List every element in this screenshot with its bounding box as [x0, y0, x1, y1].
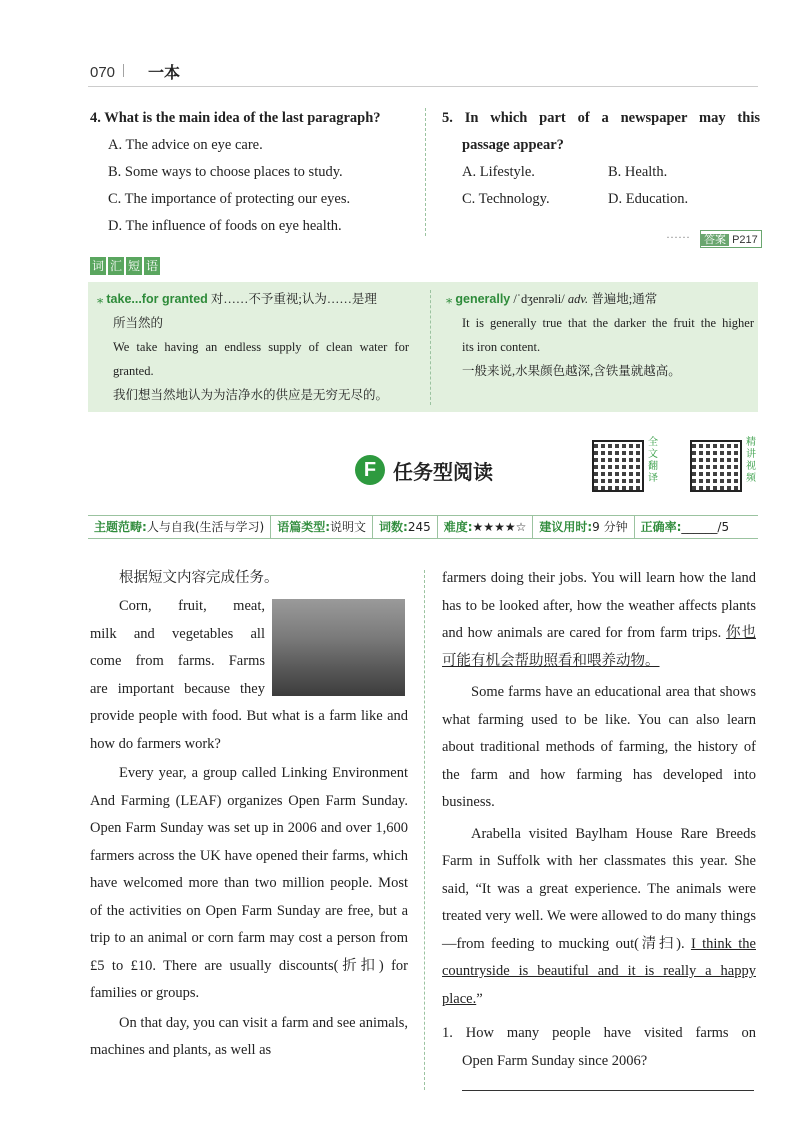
question-4-option-c: C. The importance of protecting our eyes. — [108, 191, 351, 207]
vocab-meaning-cont: 所当然的 — [113, 316, 164, 330]
header-separator: | — [122, 62, 126, 78]
vocab-divider — [430, 290, 431, 405]
meta-key: 正确率: — [640, 520, 682, 534]
question-4-title: 4. What is the main idea of the last paragraph? — [90, 110, 381, 126]
passage-line: Corn, fruit, meat, — [119, 598, 265, 614]
qr-label-translation — [648, 437, 659, 485]
answer-label: 答案 — [701, 234, 729, 246]
meta-difficulty: ★★★★☆ — [472, 520, 527, 534]
passage-line: come from farms. Farms — [90, 653, 265, 669]
vocab-example-zh: 一般来说,水果颜色越深,含铁量就越高。 — [462, 364, 681, 378]
qr-code-translation[interactable] — [592, 440, 644, 492]
underlined-sentence-2: I think the countryside is beautiful and it is really a happy place. — [442, 935, 756, 1007]
passage-para-4: Some farms have an educational area that shows what farming used to be like. You can also learn about traditional methods of farming, the history of the farm and how farming has developed into business. — [442, 684, 756, 810]
section-title: 任务型阅读 — [393, 460, 493, 484]
vocab-example-en: It is generally true that the darker the fruit the higher — [462, 316, 754, 330]
qr-label-char: 频 — [746, 473, 756, 484]
meta-accuracy: ______/5 — [681, 520, 730, 534]
answer-page: P217 — [732, 234, 758, 246]
answer-reference[interactable] — [700, 230, 762, 248]
vocab-phonetic: /ˈdʒenrəli/ — [513, 292, 565, 306]
vocab-entry-generally — [446, 287, 754, 383]
question-5-option-b: B. Health. — [608, 164, 668, 180]
vocab-example-en-cont: its iron content. — [462, 340, 541, 354]
answer-dots: ······ — [666, 230, 690, 244]
qr-label-char: 文 — [648, 449, 658, 460]
header-divider — [88, 86, 758, 87]
passage-text: Arabella visited Baylham House Rare Breeds Farm in Suffolk with her classmates this year. She said, “It was a great experience. The animals were treated very well. We were allowed to do many things—from feeding to mucking out(清扫). — [442, 825, 756, 952]
underlined-sentence-1: 你也可能有机会帮助照看和喂养动物。 — [442, 625, 756, 669]
question-5-option-a: A. Lifestyle. — [462, 164, 535, 180]
passage-right-column — [442, 565, 756, 1013]
section-letter-icon: F — [355, 455, 385, 485]
passage-line: are important because they — [90, 680, 265, 697]
qr-label-char: 全 — [648, 437, 658, 448]
question-5-title: 5. In which part of a newspaper may this — [442, 110, 760, 126]
qr-label-char: 视 — [746, 461, 756, 472]
task-question-1-line1: 1. How many people have visited farms on — [442, 1025, 756, 1041]
passage-left-column — [90, 703, 408, 1065]
qr-label-char: 讲 — [746, 449, 756, 460]
passage-line: milk and vegetables all — [90, 625, 265, 642]
brand-logo: 一本 — [148, 63, 181, 82]
meta-key: 建议用时: — [539, 520, 593, 534]
vocab-meaning: 普遍地;通常 — [591, 292, 658, 306]
question-4-option-d: D. The influence of foods on eye health. — [108, 218, 342, 234]
question-5 — [442, 105, 760, 213]
meta-key: 主题范畴: — [94, 520, 147, 534]
meta-key: 难度: — [443, 520, 473, 534]
question-5-option-d: D. Education. — [608, 191, 689, 207]
passage-para-3-cont — [442, 565, 756, 675]
meta-words: 245 — [407, 520, 431, 534]
task-question-1-line2: Open Farm Sunday since 2006? — [462, 1052, 648, 1069]
passage-text: ” — [476, 990, 483, 1007]
passage-text: farmers doing their jobs. You will learn how the land has to be looked after, how the weather affects plants and how animals are cared for from farm trips. — [442, 570, 756, 641]
vocab-title-char: 汇 — [109, 259, 122, 273]
passage-para-3: On that day, you can visit a farm and see animals, machines and plants, as well as — [90, 1014, 408, 1058]
qr-code-video[interactable] — [690, 440, 742, 492]
passage-para-2: Every year, a group called Linking Environment And Farming (LEAF) organizes Open Farm Sunday. Open Farm Sunday was set up in 2006 and over 1,600 farmers across the UK have opened their farms, which have welcomed more than two million people. Most of the activities on Open Farm Sunday are free, but a trip to an animal or corn farm may cost a person from £5 to £10. There are usually discounts(折扣) for families or groups. — [90, 765, 408, 1001]
vocab-meaning: 对……不予重视;认为……是理 — [210, 292, 377, 306]
passage-column-divider — [424, 570, 425, 1090]
vocab-example-zh: 我们想当然地认为为洁净水的供应是无穷无尽的。 — [113, 388, 389, 402]
vocab-section-title — [90, 257, 160, 275]
vocab-example-en-cont: granted. — [113, 364, 154, 378]
qr-label-char: 译 — [648, 473, 658, 484]
question-4-option-a: A. The advice on eye care. — [108, 137, 263, 153]
farm-photo — [272, 599, 405, 696]
meta-key: 语篇类型: — [277, 520, 330, 534]
meta-time: 9 分钟 — [592, 520, 628, 534]
qr-label-char: 翻 — [648, 461, 658, 472]
vocab-pos: adv. — [567, 292, 589, 306]
task-question-1 — [442, 1020, 756, 1075]
qr-label-video — [746, 437, 757, 485]
qr-label-char: 精 — [746, 437, 756, 448]
passage-para-5 — [442, 821, 756, 1014]
passage-instruction: 根据短文内容完成任务。 — [119, 570, 279, 586]
question-5-title-cont: passage appear? — [462, 137, 564, 153]
vocab-keyword: take...for granted — [106, 292, 208, 306]
question-4 — [90, 105, 420, 240]
vocab-title-char: 短 — [127, 259, 140, 273]
meta-bar — [88, 515, 758, 539]
passage-para-1-end: provide people with food. But what is a farm like and how do farmers work? — [90, 708, 408, 752]
vocab-keyword: generally — [455, 292, 511, 306]
question-4-option-b: B. Some ways to choose places to study. — [108, 164, 343, 180]
vocab-example-en: We take having an endless supply of clean water for — [113, 340, 409, 354]
vocab-title-char: 词 — [91, 259, 104, 273]
page-number: 070 — [90, 64, 116, 81]
question-5-option-c: C. Technology. — [462, 191, 550, 207]
meta-theme: 人与自我(生活与学习) — [146, 520, 265, 534]
column-divider — [425, 108, 426, 236]
passage-para-1-wrap — [90, 593, 265, 703]
bullet-icon: ⁎ — [97, 292, 104, 306]
meta-type: 说明文 — [330, 520, 367, 534]
meta-key: 词数: — [379, 520, 408, 534]
vocab-entry-take-for-granted — [97, 287, 409, 407]
bullet-icon: ⁎ — [446, 292, 453, 306]
vocab-title-char: 语 — [145, 259, 158, 273]
answer-blank-line[interactable] — [462, 1090, 754, 1091]
